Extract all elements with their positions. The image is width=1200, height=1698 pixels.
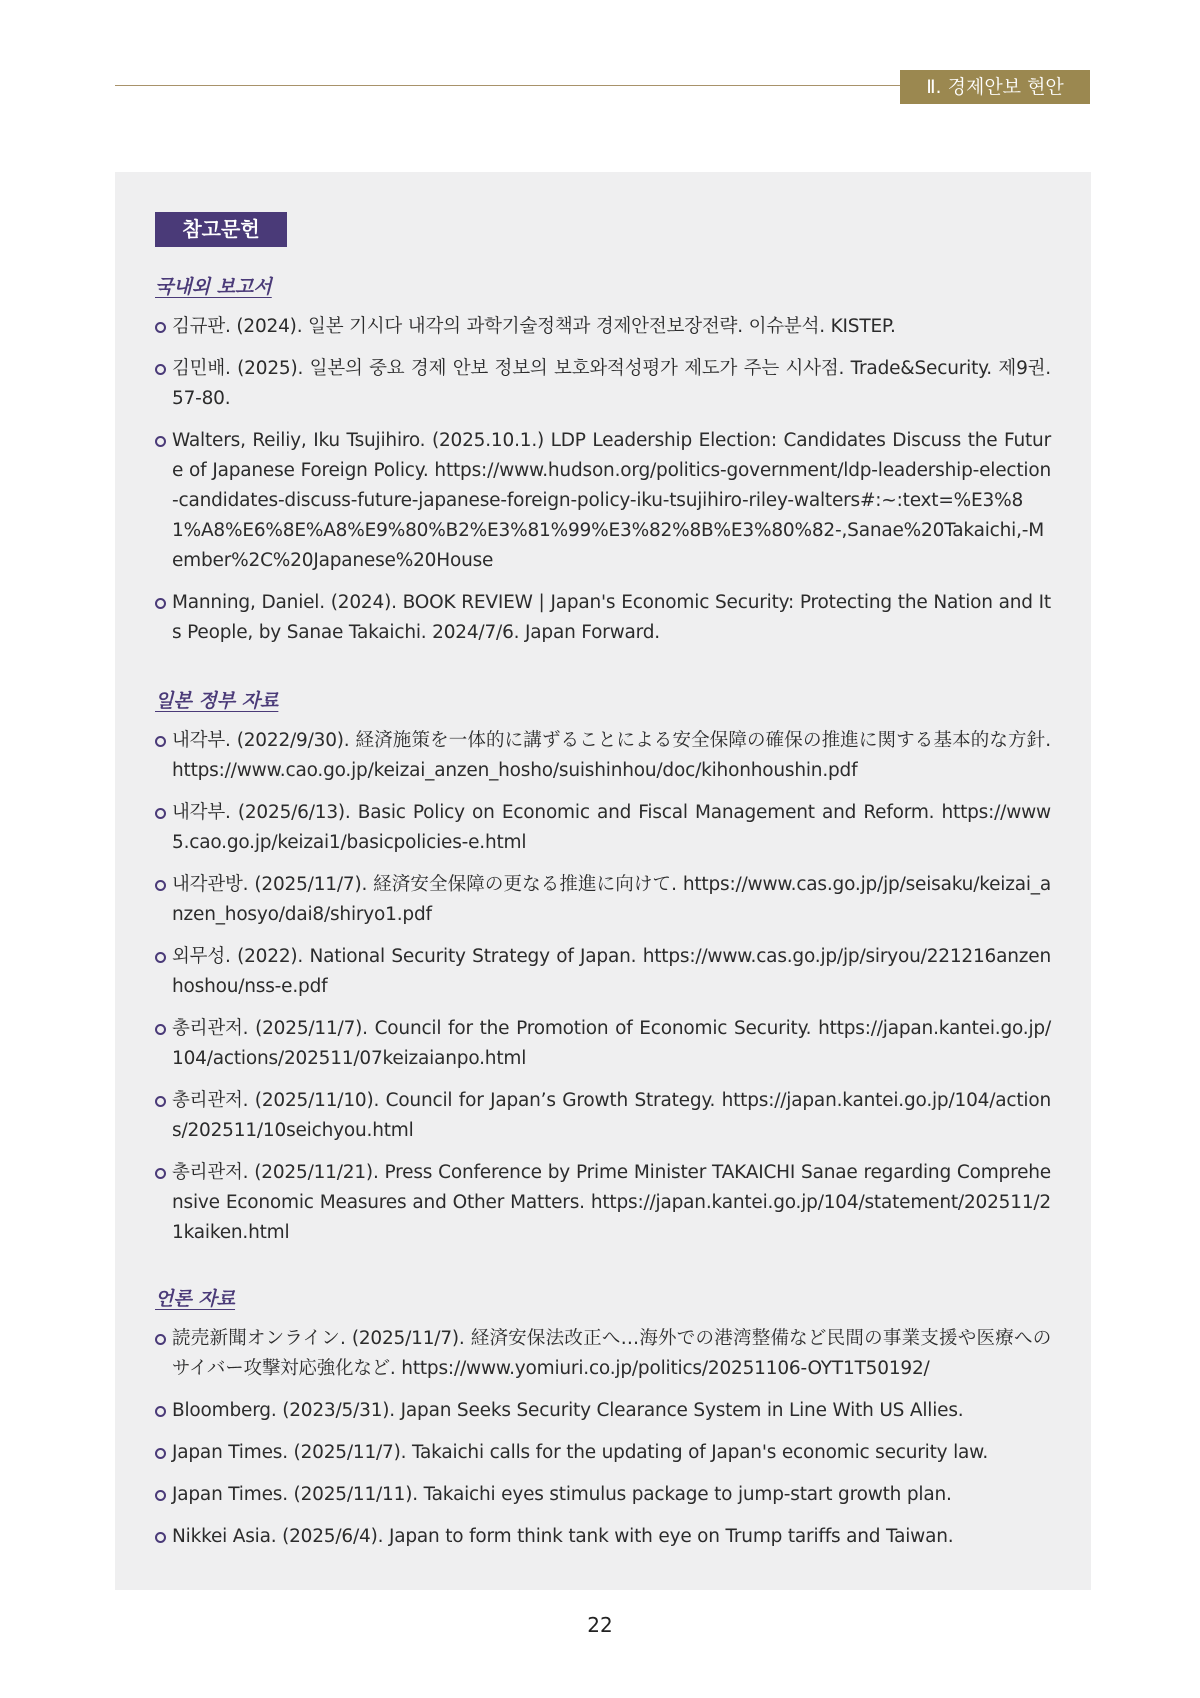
reference-list-government [155,726,1051,1260]
bullet-icon [155,952,166,963]
category-heading-government: 일본 정부 자료 [155,690,279,712]
bullet-icon [155,1334,166,1345]
reference-item: 読売新聞オンライン. (2025/11/7). 経済安保法改正へ…海外での港湾整備など民間の事業支援や医療へのサイバー攻撃対応強化など. https://www.yomiuri.co.jp/politics/20251106-OYT1T50192/ [155,1324,1051,1384]
reference-list-media [155,1324,1051,1564]
bullet-icon [155,1168,166,1179]
bullet-icon [155,1024,166,1035]
reference-item: 김민배. (2025). 일본의 중요 경제 안보 정보의 보호와적성평가 제도가 주는 시사점. Trade&Security. 제9권. 57-80. [155,354,1051,414]
reference-item: Japan Times. (2025/11/7). Takaichi calls for the updating of Japan's economic security law. [155,1438,1051,1468]
bullet-icon [155,1532,166,1543]
category-heading-media: 언론 자료 [155,1288,236,1310]
references-title-badge: 참고문헌 [155,212,287,247]
bullet-icon [155,736,166,747]
reference-item: 내각부. (2022/9/30). 経済施策を一体的に講ずることによる安全保障の確保の推進に関する基本的な方針. https://www.cao.go.jp/keizai_anzen_hosho/suishinhou/doc/kihonhoushin.pdf [155,726,1051,786]
bullet-icon [155,1448,166,1459]
bullet-icon [155,880,166,891]
section-tab: Ⅱ. 경제안보 현안 [900,70,1090,104]
page-number: 22 [587,1613,613,1637]
reference-item: 외무성. (2022). National Security Strategy of Japan. https://www.cas.go.jp/jp/siryou/221216anzenhoshou/nss-e.pdf [155,942,1051,1002]
reference-item: 총리관저. (2025/11/10). Council for Japan’s Growth Strategy. https://japan.kantei.go.jp/104/actions/202511/10seichyou.html [155,1086,1051,1146]
bullet-icon [155,598,166,609]
reference-item: Nikkei Asia. (2025/6/4). Japan to form think tank with eye on Trump tariffs and Taiwan. [155,1522,1051,1552]
reference-item: Walters, Reiliy, Iku Tsujihiro. (2025.10.1.) LDP Leadership Election: Candidates Discuss the Future of Japanese Foreign Policy. https://www.hudson.org/politics-government/ldp-leadership-election-candidates-discuss-future-japanese-foreign-policy-iku-tsujihiro-riley-walters#:~:text=%E3%81%A8%E6%8E%A8%E9%80%B2%E3%81%99%E3%82%8B%E3%80%82-,Sanae%20Takaichi,-Member%2C%20Japanese%20House [155,426,1051,576]
reference-item: 내각부. (2025/6/13). Basic Policy on Economic and Fiscal Management and Reform. https://www5.cao.go.jp/keizai1/basicpolicies-e.html [155,798,1051,858]
bullet-icon [155,1490,166,1501]
reference-item: Japan Times. (2025/11/11). Takaichi eyes stimulus package to jump-start growth plan. [155,1480,1051,1510]
bullet-icon [155,808,166,819]
bullet-icon [155,1406,166,1417]
reference-item: Bloomberg. (2023/5/31). Japan Seeks Security Clearance System in Line With US Allies. [155,1396,1051,1426]
reference-list-reports [155,312,1051,660]
reference-item: 총리관저. (2025/11/21). Press Conference by Prime Minister TAKAICHI Sanae regarding Comprehensive Economic Measures and Other Matters. https://japan.kantei.go.jp/104/statement/202511/21kaiken.html [155,1158,1051,1248]
header-rule [115,85,905,86]
bullet-icon [155,436,166,447]
reference-item: 총리관저. (2025/11/7). Council for the Promotion of Economic Security. https://japan.kantei.go.jp/104/actions/202511/07keizaianpo.html [155,1014,1051,1074]
bullet-icon [155,1096,166,1107]
reference-item: 김규판. (2024). 일본 기시다 내각의 과학기술정책과 경제안전보장전략. 이슈분석. KISTEP. [155,312,1051,342]
bullet-icon [155,322,166,333]
category-heading-reports: 국내외 보고서 [155,276,272,298]
reference-item: Manning, Daniel. (2024). BOOK REVIEW | Japan's Economic Security: Protecting the Nation and Its People, by Sanae Takaichi. 2024/7/6. Japan Forward. [155,588,1051,648]
bullet-icon [155,364,166,375]
reference-item: 내각관방. (2025/11/7). 経済安全保障の更なる推進に向けて. https://www.cas.go.jp/jp/seisaku/keizai_anzen_hosyo/dai8/shiryo1.pdf [155,870,1051,930]
